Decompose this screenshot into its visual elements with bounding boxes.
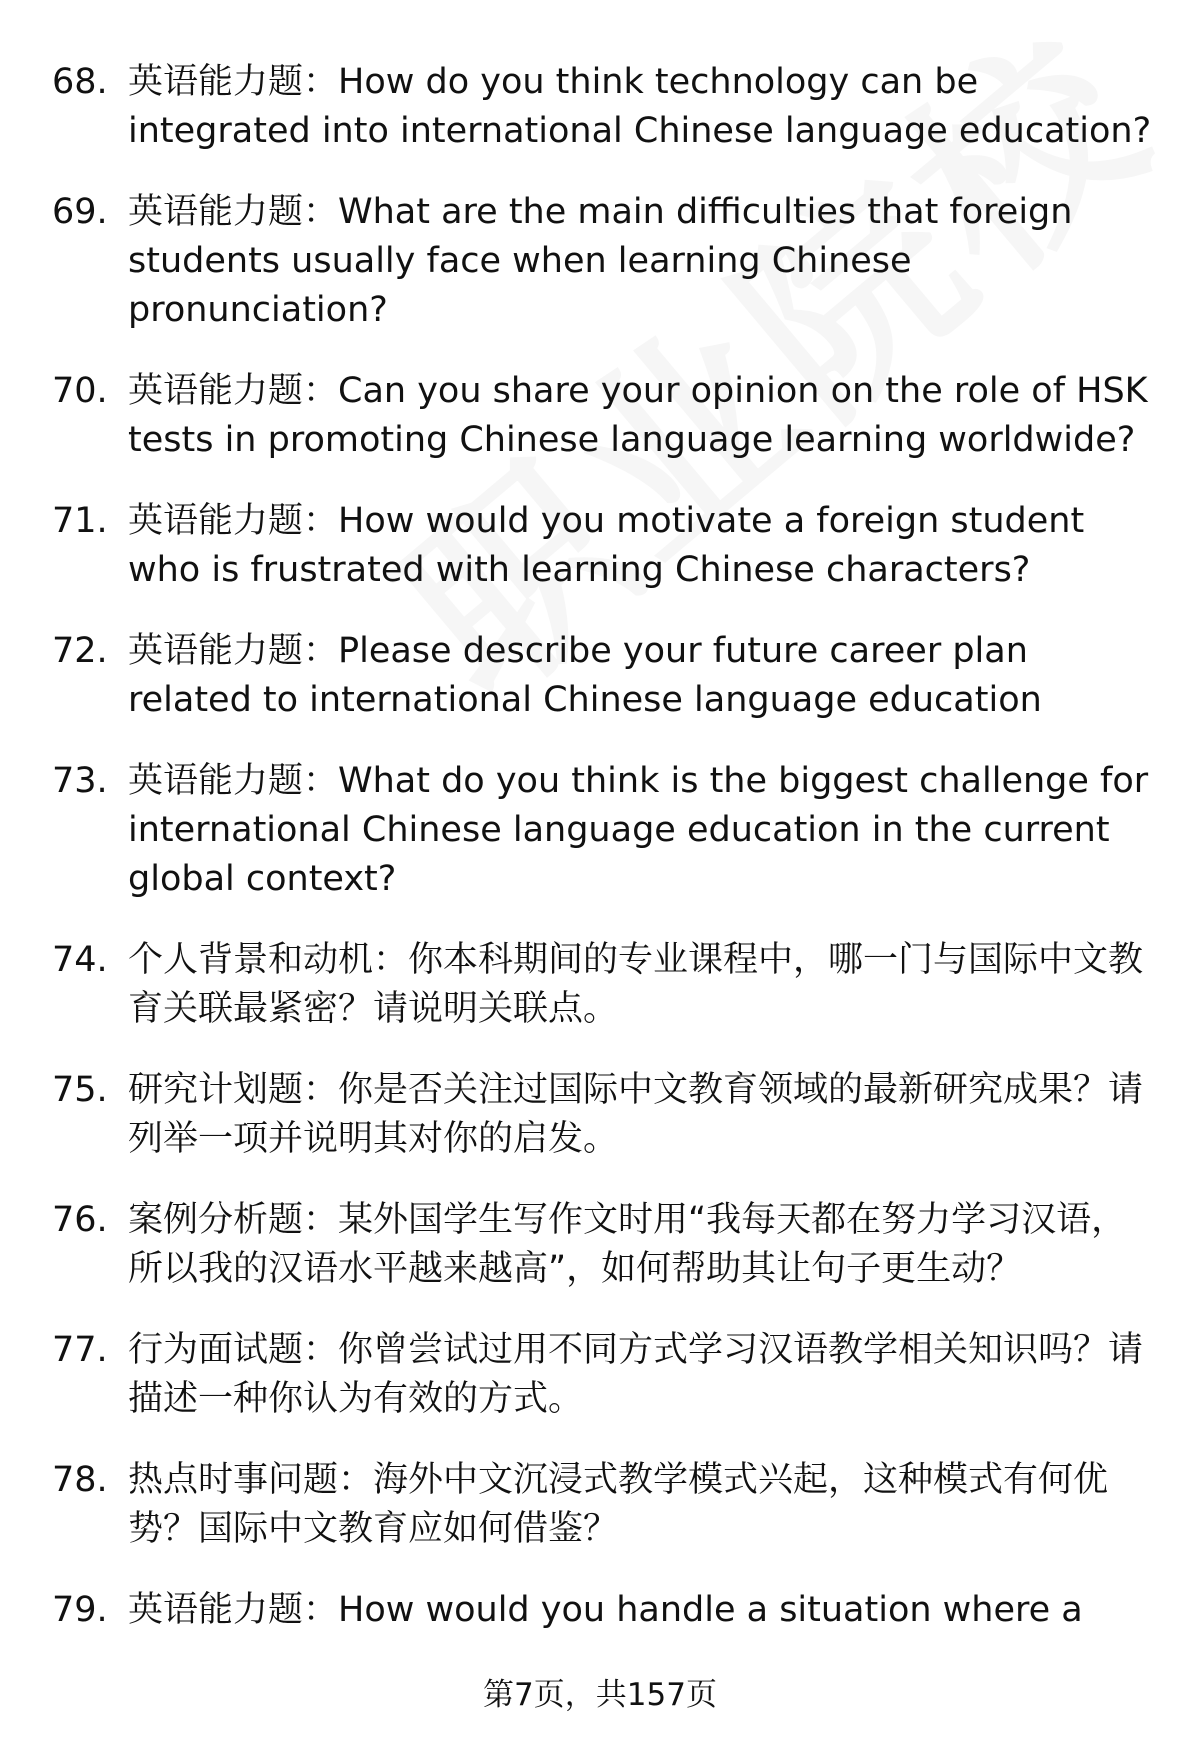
question-text: 英语能力题：Please describe your future career plan related to international Chinese language education	[128, 631, 1042, 720]
question-number: 79.	[52, 1590, 108, 1630]
question-item	[0, 58, 1200, 156]
question-item	[0, 497, 1200, 595]
question-number: 74.	[52, 940, 108, 980]
question-number: 69.	[52, 192, 108, 232]
question-text: 英语能力题：What do you think is the biggest challenge for international Chinese language education in the current global context?	[128, 761, 1149, 899]
question-item	[0, 757, 1200, 904]
question-number: 72.	[52, 631, 108, 671]
question-number: 78.	[52, 1460, 108, 1500]
question-text: 个人背景和动机：你本科期间的专业课程中，哪一门与国际中文教育关联最紧密？请说明关联点。	[128, 940, 1144, 1029]
question-number: 68.	[52, 62, 108, 102]
question-item	[0, 367, 1200, 465]
question-number: 73.	[52, 761, 108, 801]
question-text: 英语能力题：How would you motivate a foreign student who is frustrated with learning Chinese characters?	[128, 501, 1085, 590]
question-item	[0, 1586, 1200, 1635]
question-text: 英语能力题：How do you think technology can be integrated into international Chinese language education?	[128, 62, 1152, 151]
question-item	[0, 627, 1200, 725]
question-number: 70.	[52, 371, 108, 411]
question-item	[0, 188, 1200, 335]
question-text: 英语能力题：What are the main difficulties that foreign students usually face when learning Chinese pronunciation?	[128, 192, 1073, 330]
question-item	[0, 936, 1200, 1034]
question-number: 77.	[52, 1330, 108, 1370]
question-item	[0, 1066, 1200, 1164]
question-number: 75.	[52, 1070, 108, 1110]
page-footer: 第7页，共157页	[483, 1677, 717, 1713]
question-item	[0, 1196, 1200, 1294]
question-text: 研究计划题：你是否关注过国际中文教育领域的最新研究成果？请列举一项并说明其对你的启发。	[128, 1070, 1144, 1159]
question-text: 案例分析题：某外国学生写作文时用“我每天都在努力学习汉语，所以我的汉语水平越来越高”，如何帮助其让句子更生动？	[128, 1200, 1127, 1289]
question-text: 行为面试题：你曾尝试过用不同方式学习汉语教学相关知识吗？请描述一种你认为有效的方式。	[128, 1330, 1144, 1419]
question-item	[0, 1456, 1200, 1554]
question-list	[0, 58, 1200, 1667]
question-number: 71.	[52, 501, 108, 541]
question-item	[0, 1326, 1200, 1424]
question-text: 英语能力题：How would you handle a situation where a	[128, 1590, 1083, 1630]
question-number: 76.	[52, 1200, 108, 1240]
question-text: 英语能力题：Can you share your opinion on the role of HSK tests in promoting Chinese language learning worldwide?	[128, 371, 1148, 460]
question-text: 热点时事问题：海外中文沉浸式教学模式兴起，这种模式有何优势？国际中文教育应如何借鉴？	[128, 1460, 1109, 1549]
